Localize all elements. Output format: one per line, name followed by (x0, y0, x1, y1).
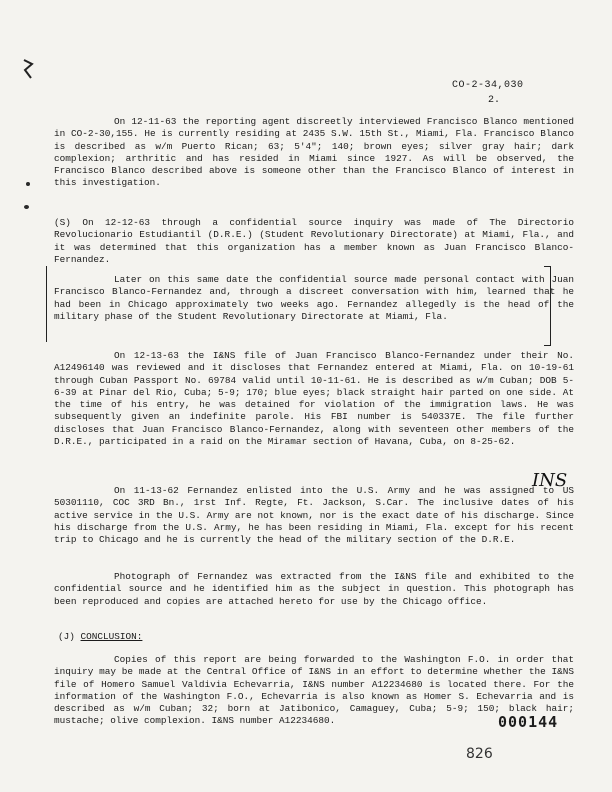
paragraph-text: Photograph of Fernandez was extracted from the I&NS file and exhibited to the confidential source and he identified him as the subject in question. This photograph has been reproduced and copies are attached hereto for use by the Chicago office. (54, 571, 574, 607)
document-stamp-number: 000144 (498, 713, 559, 731)
section-marker: (J) (58, 631, 75, 642)
paragraph-1 (54, 116, 574, 190)
margin-bracket (544, 266, 551, 346)
paragraph-6 (54, 571, 574, 608)
file-number: CO-2-34,030 (452, 80, 524, 91)
page-number: 2. (488, 95, 501, 106)
section-heading (58, 631, 142, 642)
staple-mark-icon (22, 58, 34, 82)
paragraph-2 (54, 217, 574, 266)
paragraph-text: On 12-13-63 the I&NS file of Juan Francisco Blanco-Fernandez under their No. A12496140 was reviewed and it discloses that Fernandez entered at Miami, Fla. on 10-19-61 through Cuban Passport No. 69784 valid until 10-11-61. He is described as w/m Cuban; DOB 5-6-39 at Pinar del Rio, Cuba; 5-9; 170; blue eyes; black straight hair parted on one side. At the time of his entry, he was detained for violation of the immigration laws. He was subsequently given an indefinite parole. His FBI number is 540337E. The file further discloses that Juan Francisco Blanco-Fernandez, along with seventeen other members of the D.R.E., participated in a raid on the Miramar section of Havana, Cuba, on 8-25-62. (54, 350, 574, 448)
section-title: CONCLUSION: (80, 631, 143, 642)
paragraph-5 (54, 485, 574, 546)
scan-speck (24, 205, 29, 209)
handwritten-page-number: 826 (466, 746, 493, 762)
paragraph-text: On 12-12-63 through a confidential source inquiry was made of The Directorio Revolucionario Estudiantil (D.R.E.) (Student Revolutionary Directorate) at Miami, Fla., and it was determined that this organization has a member known as Juan Francisco Blanco-Fernandez. (54, 217, 574, 265)
paragraph-7 (54, 654, 574, 728)
paragraph-text: Copies of this report are being forwarded to the Washington F.O. in order that inquiry may be made at the Central Office of I&NS in an effort to determine whether the I&NS file of Homero Samuel Valdivia Echevarria, I&NS number A12234680 is located there. For the information of the Washington F.O., Echevarria is also known as Homer S. Echevarria and is described as w/m Cuban; 32; born at Jatibonico, Camaguey, Cuba; 5-9; 150; black hair; mustache; olive complexion. I&NS number A12234680. (54, 654, 574, 727)
paragraph-4 (54, 350, 574, 448)
paragraph-text: Later on this same date the confidential source made personal contact with Juan Francisco Blanco-Fernandez and, through a discreet conversation with him, learned that he had been in Chicago approximately two weeks ago. Fernandez allegedly is the head of the military phase of the Student Revolutionary Directorate at Miami, Fla. (54, 274, 574, 322)
paragraph-text: On 11-13-62 Fernandez enlisted into the U.S. Army and he was assigned to US 50301110, COC 3RD Bn., 1rst Inf. Regte, Ft. Jackson, S.Car. The inclusive dates of his active service in the U.S. Army are not known, nor is the exact date of his discharge. Since his discharge from the U.S. Army, he has been residing in Miami, Fla. except for his recent trip to Chicago and he is currently the head of the military section of the D.R.E. (54, 485, 574, 546)
scan-speck (26, 182, 30, 186)
paragraph-marker: (S) (54, 217, 71, 228)
handwritten-annotation: INS (532, 470, 568, 491)
margin-bracket (46, 266, 571, 342)
paragraph-text: On 12-11-63 the reporting agent discreetly interviewed Francisco Blanco mentioned in CO-2-30,155. He is currently residing at 2435 S.W. 15th St., Miami, Fla. Francisco Blanco is described as w/m Puerto Rican; 63; 5'4"; 140; brown eyes; silver gray hair; dark complexion; arthritic and has resided in Miami since 1927. As will be observed, the Francisco Blanco described above is someone other than the Francisco Blanco of interest in this investigation. (54, 116, 574, 189)
